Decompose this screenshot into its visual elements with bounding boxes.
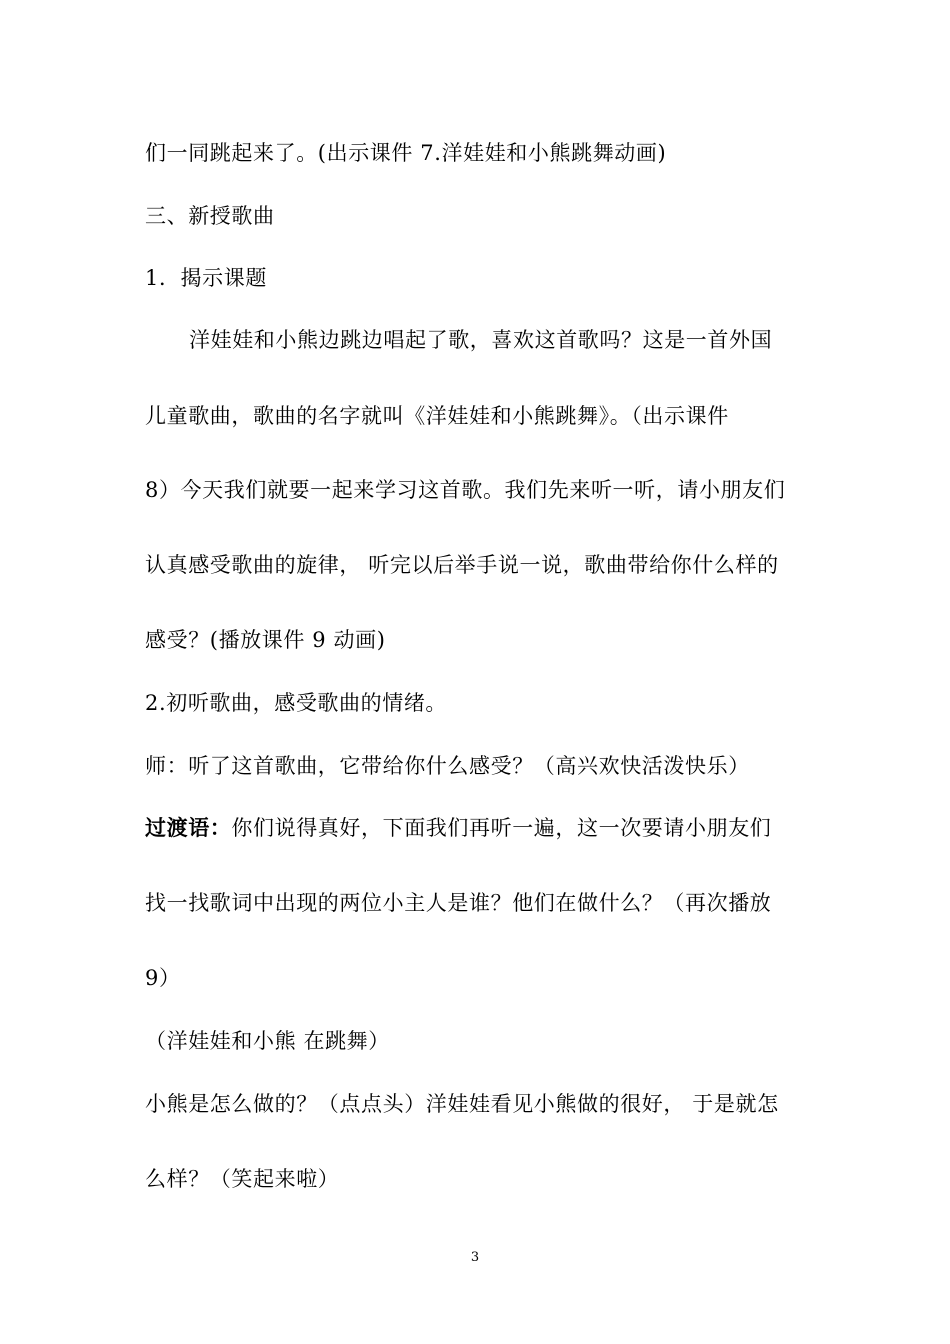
paragraph-line: 么样？（笑起来啦） [145, 1167, 340, 1191]
paragraph-line: 洋娃娃和小熊边跳边唱起了歌，喜欢这首歌吗？这是一首外国 [189, 328, 773, 352]
paragraph-line: 小熊是怎么做的？（点点头）洋娃娃看见小熊做的很好， 于是就怎 [145, 1092, 779, 1116]
paragraph-line: （洋娃娃和小熊 在跳舞） [145, 1029, 390, 1053]
paragraph-line [145, 815, 771, 841]
paragraph-line: 们一同跳起来了。(出示课件 7.洋娃娃和小熊跳舞动画) [145, 141, 667, 165]
subsection-heading: 1．揭示课题 [145, 266, 267, 290]
section-heading: 三、新授歌曲 [145, 204, 275, 228]
page-number: 3 [470, 1250, 480, 1265]
paragraph-line: 师：听了这首歌曲，它带给你什么感受？（高兴欢快活泼快乐） [145, 754, 750, 778]
transition-text: 你们说得真好，下面我们再听一遍，这一次要请小朋友们 [231, 816, 772, 840]
paragraph-line: 感受？(播放课件 9 动画) [145, 628, 386, 652]
paragraph-line: 认真感受歌曲的旋律， 听完以后举手说一说，歌曲带给你什么样的 [145, 553, 779, 577]
paragraph-line: 找一找歌词中出现的两位小主人是谁？他们在做什么？（再次播放 [145, 891, 772, 915]
paragraph-line: 9） [145, 966, 181, 990]
subsection-heading: 2.初听歌曲，感受歌曲的情绪。 [145, 691, 448, 715]
paragraph-line: 8）今天我们就要一起来学习这首歌。我们先来听一听，请小朋友们 [145, 478, 786, 502]
transition-label: 过渡语： [145, 815, 232, 840]
paragraph-line: 儿童歌曲，歌曲的名字就叫《洋娃娃和小熊跳舞》。（出示课件 [145, 404, 729, 428]
